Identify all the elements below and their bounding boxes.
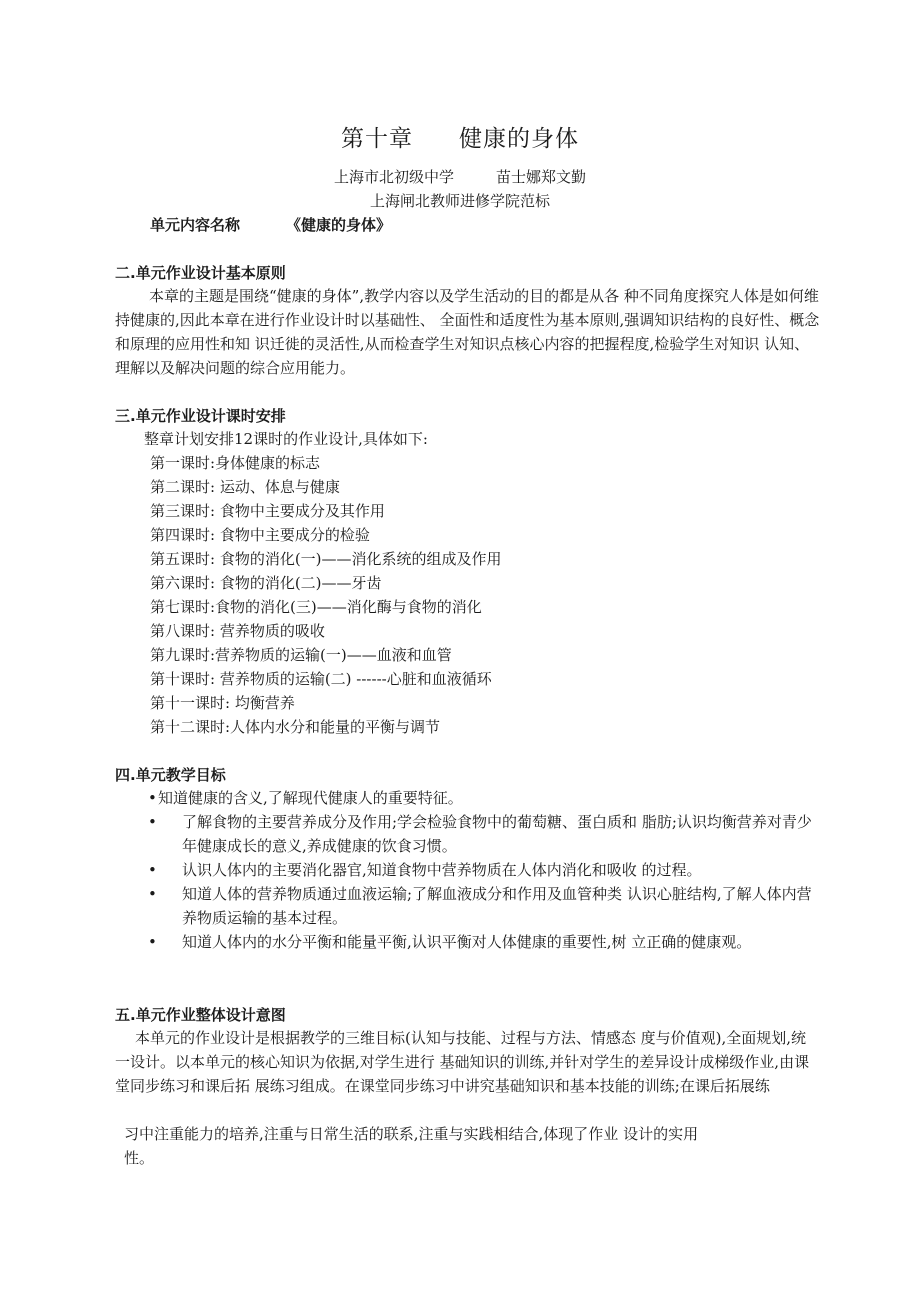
- list-item: 第三课时: 食物中主要成分及其作用: [150, 502, 385, 520]
- chapter-name: 健康的身体: [459, 126, 579, 152]
- author-names: 苗士娜郑文勤: [496, 168, 587, 186]
- chapter-title: [0, 120, 920, 153]
- list-item: 第十二课时:人体内水分和能量的平衡与调节: [150, 718, 441, 736]
- list-item: • 认识人体内的主要消化器官,知道食物中营养物质在人体内消化和吸收 的过程。: [148, 858, 820, 882]
- list-item: 第十一课时: 均衡营养: [150, 694, 295, 712]
- bullet-icon: •: [148, 861, 157, 879]
- institute-line: 上海闸北教师进修学院范标: [369, 192, 550, 210]
- list-item: 第十课时: 营养物质的运输(二) ------心脏和血液循环: [150, 670, 492, 688]
- list-item: • 知道人体内的水分平衡和能量平衡,认识平衡对人体健康的重要性,树 立正确的健康观。: [148, 930, 820, 954]
- list-item: • 知道人体的营养物质通过血液运输;了解血液成分和作用及血管种类 认识心脏结构,了解人体内营养物质运输的基本过程。: [148, 882, 820, 930]
- bullet-icon: •: [148, 885, 157, 903]
- bullet-icon: •: [148, 813, 157, 831]
- author-line: [0, 166, 920, 187]
- section5-paragraph: 本单元的作业设计是根据教学的三维目标(认知与技能、过程与方法、情感态 度与价值观),全面规划,统一设计。以本单元的核心知识为依据,对学生进行 基础知识的训练,并针对学生的差异设计成梯级作业,由课堂同步练习和课后拓 展练习组成。在课堂同步练习中讲究基础知识和基本技能的训练;在课后拓展练: [115, 1029, 810, 1095]
- section3-intro: 整章计划安排12课时的作业设计,具体如下:: [144, 430, 428, 448]
- list-item: 第六课时: 食物的消化(二)——牙齿: [150, 574, 382, 592]
- list-item: 第五课时: 食物的消化(一)——消化系统的组成及作用: [150, 550, 502, 568]
- section2-paragraph: 本章的主题是围绕“健康的身体”,教学内容以及学生活动的目的都是从各 种不同角度探究人体是如何维持健康的,因此本章在进行作业设计时以基础性、 全面性和适度性为基本原则,强调知识结构的良好性、概念和原理的应用性和知 识迁徙的灵活性,从而检查学生对知识点核心内容的把握程度,检验学生对知识 认知、理解以及解决问题的综合应用能力。: [115, 287, 820, 377]
- section5-line2: 习中注重能力的培养,注重与日常生活的联系,注重与实践相结合,体现了作业 设计的实用: [124, 1125, 699, 1143]
- unit-content-name: [150, 214, 391, 235]
- section4-heading: 四.单元教学目标: [115, 766, 226, 784]
- list-item: 第九课时:营养物质的运输(一)——血液和血管: [150, 646, 452, 664]
- chapter-number: 第十章: [341, 126, 413, 152]
- list-item: 第二课时: 运动、体息与健康: [150, 478, 340, 496]
- list-item: 第一课时:身体健康的标志: [150, 454, 321, 472]
- list-item: 第四课时: 食物中主要成分的检验: [150, 526, 370, 544]
- unit-label: 单元内容名称: [150, 216, 241, 234]
- list-item: 第七课时:食物的消化(三)——消化酶与食物的消化: [150, 598, 482, 616]
- section5-line3: 性。: [124, 1149, 155, 1167]
- list-item: • 了解食物的主要营养成分及作用;学会检验食物中的葡萄糖、蛋白质和 脂肪;认识均衡营养对青少年健康成长的意义,养成健康的饮食习惯。: [148, 810, 820, 858]
- lesson-list: [150, 451, 502, 739]
- bullet-icon: •: [148, 789, 157, 807]
- school-name: 上海市北初级中学: [333, 168, 454, 186]
- section5-heading: 五.单元作业整体设计意图: [115, 1006, 286, 1024]
- list-item: 第八课时: 营养物质的吸收: [150, 622, 325, 640]
- goal-list: [148, 786, 820, 954]
- list-item: • 知道健康的含义,了解现代健康人的重要特征。: [148, 786, 820, 810]
- unit-name: 《健康的身体》: [286, 216, 392, 234]
- section2-heading: 二.单元作业设计基本原则: [115, 264, 286, 282]
- bullet-icon: •: [148, 933, 157, 951]
- section3-heading: 三.单元作业设计课时安排: [115, 407, 286, 425]
